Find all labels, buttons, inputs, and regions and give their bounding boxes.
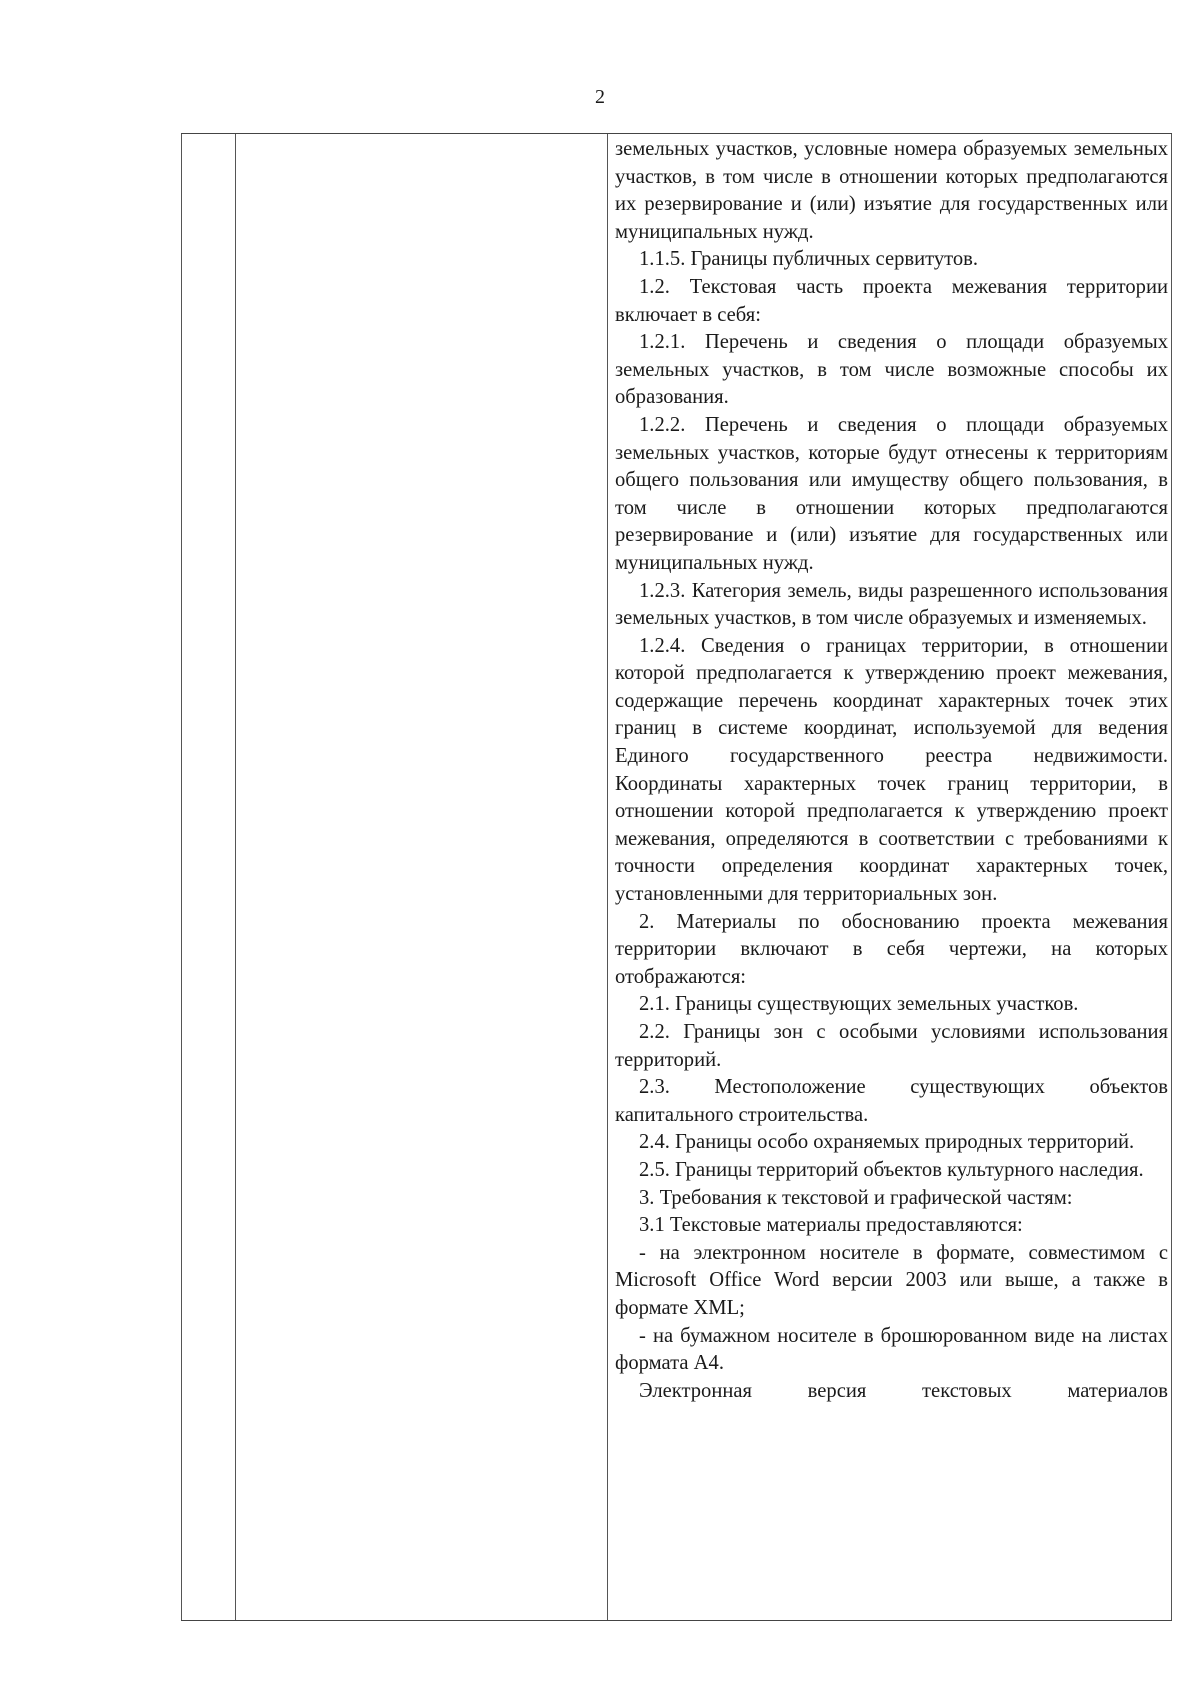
paragraph: 2. Материалы по обоснованию проекта межевания территории включают в себя чертежи, на которых отображаются: bbox=[615, 910, 1168, 988]
paragraph: 2.2. Границы зон с особыми условиями использования территорий. bbox=[615, 1021, 1168, 1071]
document-table bbox=[181, 133, 1172, 1621]
paragraph: 2.4. Границы особо охраняемых природных территорий. bbox=[639, 1131, 1135, 1154]
paragraph: 2.1. Границы существующих земельных участков. bbox=[639, 993, 1079, 1016]
paragraph: 1.2.2. Перечень и сведения о площади образуемых земельных участков, которые будут отнесены к территориям общего пользования или имуществу общего пользования, в том числе в отношении которых предполагаются резервирование и (или) изъятие для государственных или муниципальных нужд. bbox=[615, 413, 1168, 574]
paragraph: 1.2. Текстовая часть проекта межевания территории включает в себя: bbox=[615, 275, 1168, 326]
paragraph: 3.1 Текстовые материалы предоставляются: bbox=[639, 1214, 1023, 1237]
paragraph: Электронная версия текстовых материалов bbox=[639, 1379, 1168, 1402]
table-border-left bbox=[181, 134, 182, 1620]
paragraph: 1.2.4. Сведения о границах территории, в отношении которой предполагается к утверждению проект межевания, содержащие перечень координат характерных точек этих границ в системе координат, используемой для ведения Единого государственного реестра недвижимости. Координаты характерных точек границ территории, в отношении которой предполагается к утверждению проект межевания, определяются в соответствии с требованиями к точности определения координат характерных точек, установленными для территориальных зон. bbox=[615, 634, 1168, 906]
paragraph: 3. Требования к текстовой и графической частям: bbox=[639, 1186, 1073, 1209]
table-column-divider-2 bbox=[607, 134, 608, 1620]
paragraph: 2.5. Границы территорий объектов культурного наследия. bbox=[639, 1158, 1144, 1181]
paragraph: 1.1.5. Границы публичных сервитутов. bbox=[639, 248, 979, 271]
paragraph: земельных участков, условные номера образуемых земельных участков, в том числе в отношении которых предполагаются их резервирование и (или) изъятие для государственных или муниципальных нужд. bbox=[615, 138, 1168, 243]
table-column-divider-1 bbox=[235, 134, 236, 1620]
table-border-right bbox=[1171, 134, 1172, 1620]
paragraph: - на электронном носителе в формате, совместимом с Microsoft Office Word версии 2003 или выше, а также в формате XML; bbox=[615, 1241, 1168, 1319]
table-text-cell bbox=[615, 136, 1168, 1405]
paragraph: 1.2.1. Перечень и сведения о площади образуемых земельных участков, в том числе возможные способы их образования. bbox=[615, 331, 1168, 409]
page-number: 2 bbox=[595, 86, 605, 108]
paragraph: - на бумажном носителе в брошюрованном виде на листах формата А4. bbox=[615, 1324, 1168, 1375]
paragraph: 1.2.3. Категория земель, виды разрешенного использования земельных участков, в том числе образуемых и изменяемых. bbox=[615, 579, 1168, 630]
paragraph: 2.3. Местоположение существующих объектов капитального строительства. bbox=[615, 1076, 1168, 1126]
